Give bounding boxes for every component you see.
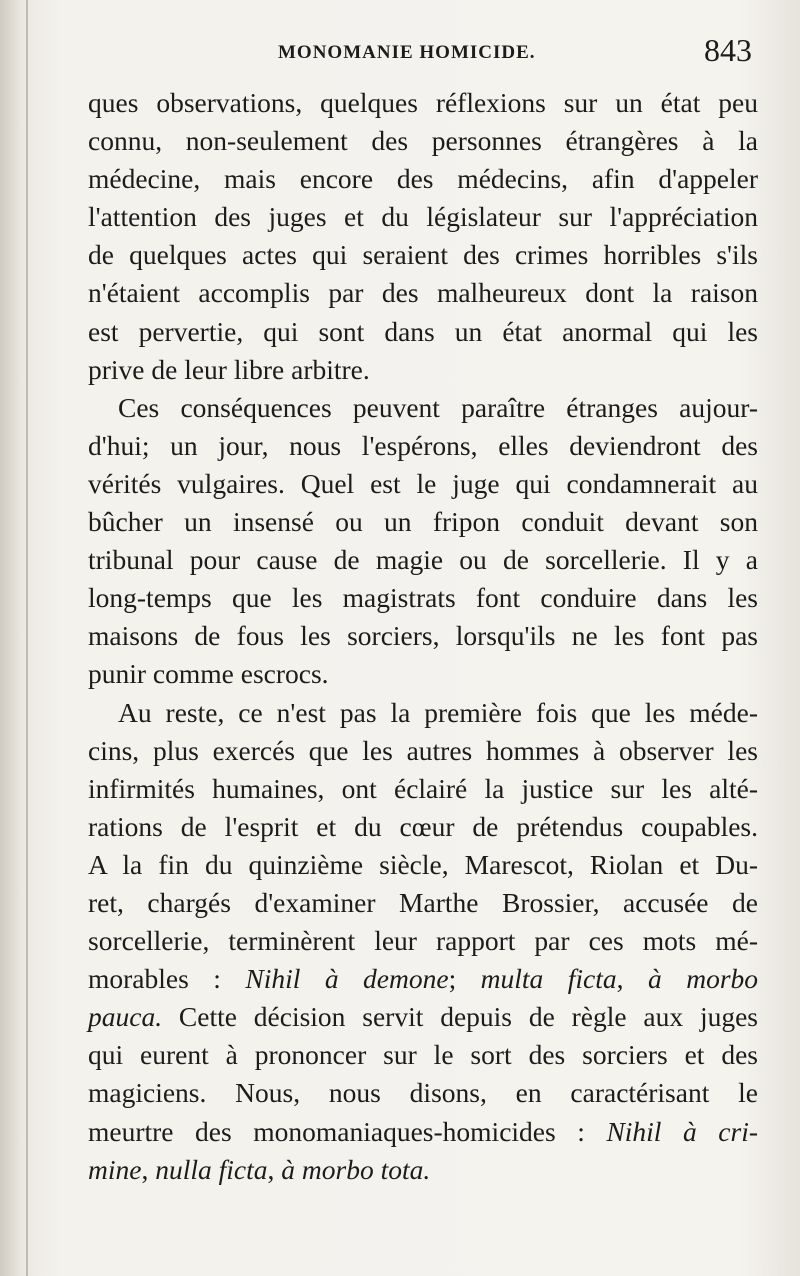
latin-quote: pauca.	[88, 1001, 163, 1033]
page-number: 843	[704, 32, 752, 68]
text-line	[88, 1113, 758, 1151]
text-line: l'attention des juges et du législateur sur l'appréciation	[88, 201, 758, 233]
text-line: ret, chargés d'examiner Marthe Brossier, accusée de	[88, 886, 758, 918]
paragraph-3	[88, 694, 758, 1189]
text-line: prive de leur libre arbitre.	[88, 353, 370, 385]
latin-quote: Nihil à cri-	[606, 1115, 759, 1147]
text-line: magiciens. Nous, nous disons, en caractérisant le	[88, 1077, 758, 1109]
text-run: meurtre des monomaniaques-homicides :	[88, 1115, 607, 1147]
latin-quote: Nihil à demone	[245, 963, 449, 995]
text-line: d'hui; un jour, nous l'espérons, elles deviendront des	[88, 429, 758, 461]
text-run: ,	[267, 1153, 282, 1185]
text-line: de quelques actes qui seraient des crimes horribles s'ils	[88, 239, 758, 271]
text-line: sorcellerie, terminèrent leur rapport par ces mots mé-	[88, 925, 758, 957]
latin-quote: nulla ficta	[155, 1153, 268, 1185]
text-line: Ces conséquences peuvent paraître étranges aujour-	[118, 391, 758, 423]
text-line: A la fin du quinzième siècle, Marescot, Riolan et Du-	[88, 848, 758, 880]
latin-quote: à morbo	[648, 963, 759, 995]
text-line: maisons de fous les sorciers, lorsqu'ils ne les font pas	[88, 620, 758, 652]
running-title: MONOMANIE HOMICIDE.	[278, 42, 536, 63]
text-run: ,	[616, 963, 648, 995]
latin-quote: à morbo tota.	[281, 1153, 431, 1185]
text-line: long-temps que les magistrats font conduire dans les	[88, 582, 758, 614]
text-run: ,	[141, 1153, 156, 1185]
text-line: n'étaient accomplis par des malheureux dont la raison	[88, 277, 758, 309]
text-line: rations de l'esprit et du cœur de prétendus coupables.	[88, 810, 758, 842]
latin-quote: mine	[88, 1153, 142, 1185]
body-text	[88, 84, 758, 1189]
text-line: médecine, mais encore des médecins, afin d'appeler	[88, 163, 758, 195]
text-line: infirmités humaines, ont éclairé la justice sur les alté-	[88, 772, 758, 804]
text-line: Au reste, ce n'est pas la première fois que les méde-	[118, 696, 758, 728]
text-line	[88, 1151, 758, 1189]
text-line: vérités vulgaires. Quel est le juge qui condamnerait au	[88, 467, 758, 499]
text-line: est pervertie, qui sont dans un état anormal qui les	[88, 315, 758, 347]
text-line: qui eurent à prononcer sur le sort des sorciers et des	[88, 1039, 758, 1071]
page-gutter-edge	[26, 0, 28, 1276]
latin-quote: multa ficta	[480, 963, 617, 995]
page-header	[0, 30, 800, 70]
text-line	[88, 960, 758, 998]
text-run: Cette décision servit depuis de règle aux juges	[162, 1001, 758, 1033]
paragraph-2	[88, 389, 758, 694]
text-run: morables :	[88, 963, 246, 995]
text-line: cins, plus exercés que les autres hommes à observer les	[88, 734, 758, 766]
text-line: tribunal pour cause de magie ou de sorcellerie. Il y a	[88, 544, 758, 576]
text-line: ques observations, quelques réflexions sur un état peu	[88, 87, 758, 118]
text-line: bûcher un insensé ou un fripon conduit devant son	[88, 506, 758, 538]
text-line: punir comme escrocs.	[88, 658, 329, 690]
paragraph-1	[88, 84, 758, 389]
text-line: connu, non-seulement des personnes étrangères à la	[88, 125, 758, 157]
text-line	[88, 998, 758, 1036]
text-run: ;	[448, 963, 481, 995]
